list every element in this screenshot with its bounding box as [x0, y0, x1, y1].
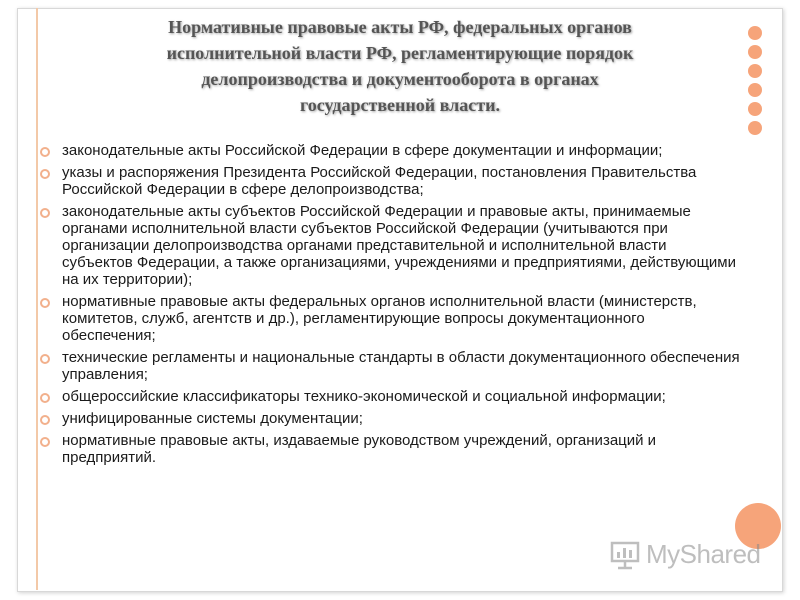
list-item [40, 349, 740, 383]
bullet-list [40, 142, 740, 471]
list-item-text: нормативные правовые акты, издаваемые руководством учреждений, организаций и предприятий. [62, 432, 657, 466]
slide-title [60, 14, 740, 118]
list-item [40, 203, 740, 288]
list-item-text: указы и распоряжения Президента Российской Федерации, постановления Правительства Российской Федерации в сфере делопроизводства; [62, 164, 697, 198]
list-item [40, 164, 740, 198]
decor-dot [748, 45, 762, 59]
list-item-text: технические регламенты и национальные стандарты в области документационного обеспечения управления; [62, 349, 740, 383]
myshared-logo-icon [608, 537, 642, 571]
list-item [40, 388, 740, 405]
list-item [40, 410, 740, 427]
ring-bullet-icon [40, 208, 50, 218]
decor-dot [748, 102, 762, 116]
title-line: государственной власти. [300, 95, 500, 115]
list-item-text: нормативные правовые акты федеральных органов исполнительной власти (министерств, комитетов, служб, агентств и др.), регламентирующие вопросы документационного обеспечения; [62, 293, 697, 344]
ring-bullet-icon [40, 393, 50, 403]
decor-dots [746, 26, 764, 140]
title-line: исполнительной власти РФ, регламентирующие порядок [166, 43, 634, 63]
ring-bullet-icon [40, 298, 50, 308]
ring-bullet-icon [40, 354, 50, 364]
list-item [40, 293, 740, 344]
ring-bullet-icon [40, 147, 50, 157]
decor-dot [748, 26, 762, 40]
ring-bullet-icon [40, 415, 50, 425]
list-item-text: законодательные акты субъектов Российской Федерации и правовые акты, принимаемые органами исполнительной власти субъектов Российской Федерации (учитываются при организации делопроизводства органами представительной и исполнительной власти субъектов Федерации, а также организациями, учреждениями и предприятиями, действующими на их территории); [62, 203, 736, 288]
ring-bullet-icon [40, 437, 50, 447]
decor-dot [748, 64, 762, 78]
ring-bullet-icon [40, 169, 50, 179]
left-decor-stripe [36, 8, 38, 590]
title-line: делопроизводства и документооборота в органах [201, 69, 599, 89]
watermark-text: MyShared [646, 538, 761, 569]
decor-dot [748, 83, 762, 97]
list-item [40, 432, 740, 466]
list-item-text: законодательные акты Российской Федерации в сфере документации и информации; [62, 142, 663, 159]
title-line: Нормативные правовые акты РФ, федеральных органов [168, 17, 632, 37]
list-item-text: унифицированные системы документации; [62, 410, 363, 427]
list-item [40, 142, 740, 159]
watermark [608, 536, 761, 572]
decor-dot [748, 121, 762, 135]
list-item-text: общероссийские классификаторы технико-экономической и социальной информации; [62, 388, 666, 405]
